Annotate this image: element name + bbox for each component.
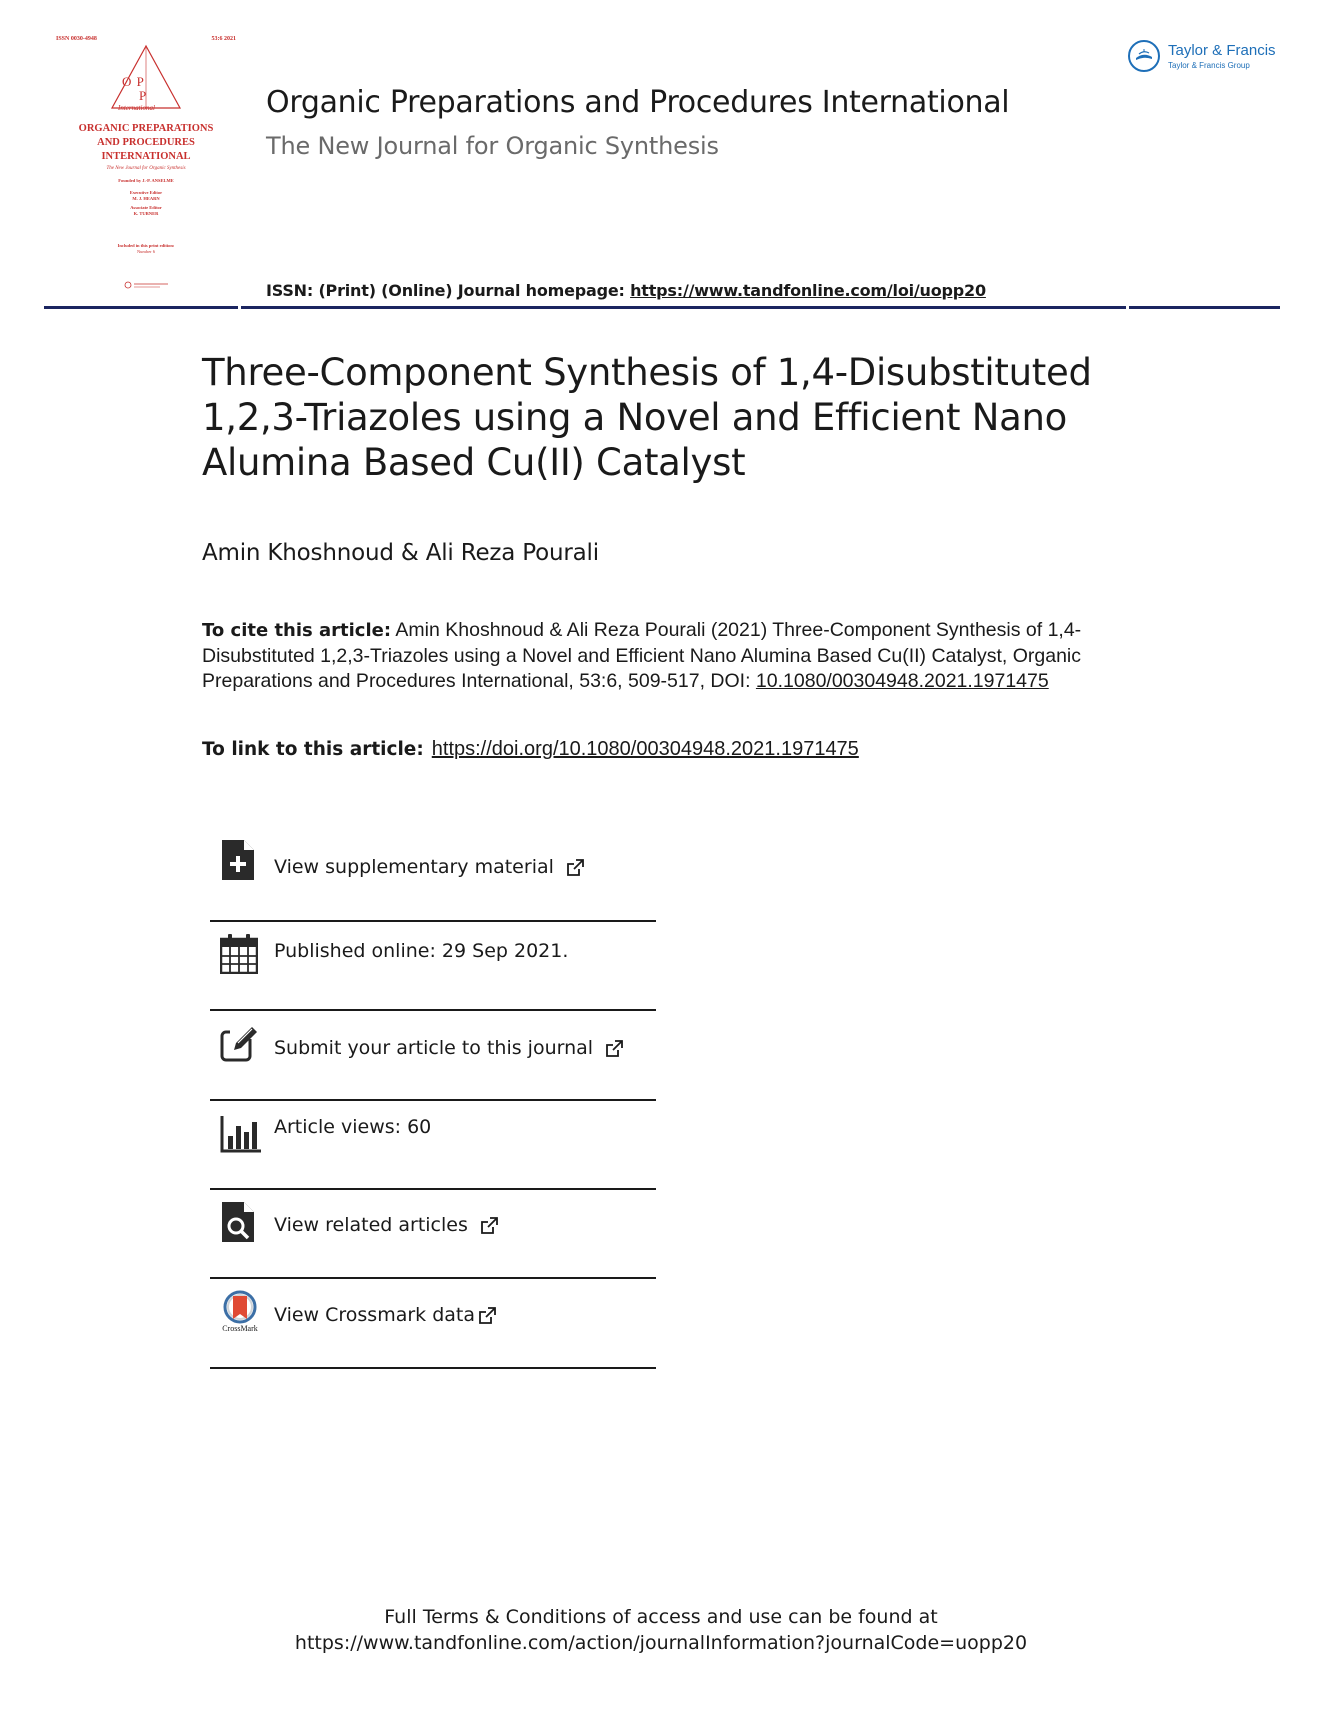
cover-assoc-editor-label: Associate Editor xyxy=(130,205,162,210)
cover-issn: ISSN 0030-4948 xyxy=(56,36,97,42)
citation-block xyxy=(202,618,1082,695)
cover-tagline: The New Journal for Organic Synthesis xyxy=(106,166,186,171)
footer-terms-link[interactable]: https://www.tandfonline.com/action/journalInformation?journalCode=uopp20 xyxy=(294,1632,1028,1654)
related-label: View related articles xyxy=(274,1214,468,1236)
footer-line-1: Full Terms & Conditions of access and use can be found at xyxy=(384,1606,938,1628)
crossmark-text xyxy=(274,1304,496,1326)
journal-homepage-link[interactable]: https://www.tandfonline.com/loi/uopp20 xyxy=(630,281,986,300)
bar-chart-icon xyxy=(220,1114,262,1154)
article-title: Three-Component Synthesis of 1,4-Disubstituted 1,2,3-Triazoles using a Novel and Efficient Nano Alumina Based Cu(II) Catalyst xyxy=(202,351,1092,484)
header-divider-gap xyxy=(238,306,241,309)
submit-text xyxy=(274,1037,623,1059)
cover-founded: Founded by J.-P. ANSELME xyxy=(118,178,174,183)
link-label: To link to this article: xyxy=(202,739,424,760)
row-divider xyxy=(210,1009,656,1011)
row-divider xyxy=(210,1367,656,1369)
cover-op-letters: O P xyxy=(122,74,145,89)
supplementary-material-row[interactable] xyxy=(210,838,656,922)
search-document-icon xyxy=(220,1202,258,1242)
cite-doi-link[interactable]: 10.1080/00304948.2021.1971475 xyxy=(755,670,1049,692)
issn-line xyxy=(266,281,986,300)
footer-terms xyxy=(0,1604,1322,1656)
related-articles-text xyxy=(274,1214,498,1236)
external-link-icon xyxy=(566,859,584,877)
crossmark-logo-text: CrossMark xyxy=(222,1324,258,1333)
edit-pencil-icon xyxy=(220,1024,258,1064)
article-link-line xyxy=(202,738,859,761)
calendar-icon xyxy=(220,934,258,974)
supplementary-text xyxy=(274,856,584,878)
crossmark-logo xyxy=(218,1290,262,1336)
cover-included-label: Included in this print edition: xyxy=(117,243,175,248)
cover-volume: 53:6 2021 xyxy=(211,36,236,42)
cover-top-line xyxy=(56,36,236,42)
published-online-text: Published online: 29 Sep 2021. xyxy=(274,940,569,962)
cover-international: International xyxy=(118,104,155,112)
cite-label: To cite this article: xyxy=(202,620,392,641)
published-online-row xyxy=(210,922,656,1012)
row-divider xyxy=(210,1099,656,1101)
cover-title xyxy=(56,122,236,164)
cover-assoc-editor: K. TURNER xyxy=(133,211,159,216)
external-link-icon xyxy=(480,1217,498,1235)
cover-p-letter: P xyxy=(139,88,147,103)
cover-title-line: AND PROCEDURES xyxy=(97,137,195,148)
cite-text: Amin Khoshnoud & Ali Reza Pourali (2021) Three-Component Synthesis of 1,4-Disubstituted 1,2,3-Triazoles using a Novel and Efficient Nano Alumina Based Cu(II) Catalyst, Organic Preparations and Procedures International, 53:6, 509-517, DOI: xyxy=(202,619,1082,692)
tf-lamp-icon xyxy=(1128,40,1160,72)
taylor-francis-logo[interactable] xyxy=(1128,40,1288,76)
external-link-icon xyxy=(478,1307,496,1325)
external-link-icon xyxy=(605,1040,623,1058)
cover-exec-editor: M. J. HEARN xyxy=(132,196,160,201)
related-articles-row[interactable] xyxy=(210,1190,656,1280)
file-plus-icon xyxy=(220,840,258,880)
article-views-text: Article views: 60 xyxy=(274,1116,432,1138)
article-authors: Amin Khoshnoud & Ali Reza Pourali xyxy=(202,540,599,566)
journal-subtitle: The New Journal for Organic Synthesis xyxy=(266,132,719,160)
tf-name: Taylor & Francis xyxy=(1168,42,1276,59)
cover-title-line: INTERNATIONAL xyxy=(101,151,191,162)
cover-exec-editor-label: Executive Editor xyxy=(129,190,163,195)
tf-group: Taylor & Francis Group xyxy=(1168,61,1250,70)
cover-title-line: ORGANIC PREPARATIONS xyxy=(78,123,214,134)
submit-article-row[interactable] xyxy=(210,1012,656,1102)
journal-cover-thumbnail xyxy=(56,36,236,296)
row-divider xyxy=(210,1277,656,1279)
crossmark-label: View Crossmark data xyxy=(274,1304,476,1326)
article-views-row xyxy=(210,1102,656,1190)
cover-publisher-mini-logo xyxy=(124,281,172,289)
supplementary-label: View supplementary material xyxy=(274,856,554,878)
issn-label: ISSN: (Print) (Online) Journal homepage: xyxy=(266,281,631,300)
crossmark-icon xyxy=(221,1290,259,1324)
journal-title: Organic Preparations and Procedures International xyxy=(266,85,1010,120)
header-divider-gap xyxy=(1126,306,1129,309)
submit-label: Submit your article to this journal xyxy=(274,1037,594,1059)
header-divider xyxy=(44,306,1280,309)
article-doi-link[interactable]: https://doi.org/10.1080/00304948.2021.1971475 xyxy=(431,738,859,760)
cover-included-value: Number 6 xyxy=(136,249,156,254)
crossmark-row[interactable] xyxy=(210,1280,656,1370)
